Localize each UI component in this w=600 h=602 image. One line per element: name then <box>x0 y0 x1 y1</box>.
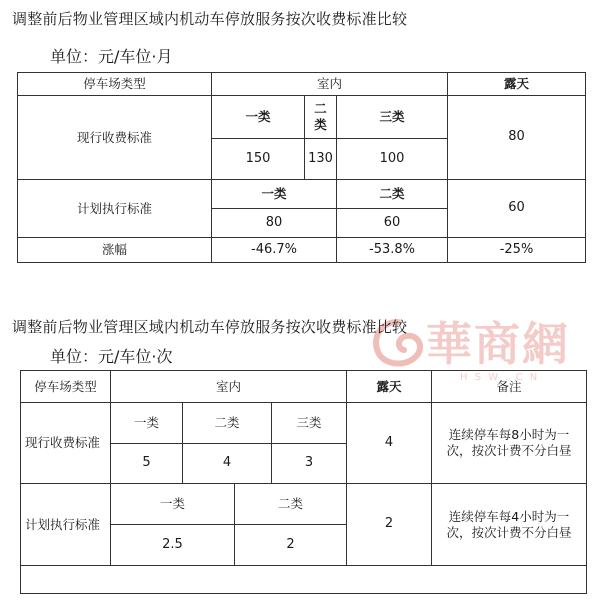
class-2: 二类 <box>305 96 337 139</box>
change-outdoor: -25% <box>448 238 586 263</box>
t2-current-value-class-1: 5 <box>111 444 183 484</box>
t2-class-1: 一类 <box>111 403 183 444</box>
t2-empty-footer-row <box>21 566 587 594</box>
t2-current-note: 连续停车每8小时为一次，按次计费不分白昼 <box>432 403 587 484</box>
planned-value-class-2: 60 <box>337 209 448 238</box>
t2-header-note: 备注 <box>432 371 587 403</box>
change-class-2: -53.8% <box>337 238 448 263</box>
t2-planned-class-1: 一类 <box>111 484 235 525</box>
fee-table-monthly <box>17 72 586 263</box>
planned-value-class-1: 80 <box>212 209 337 238</box>
fee-table-per-visit <box>20 370 587 594</box>
change-class-1: -46.7% <box>212 238 337 263</box>
header-parking-type: 停车场类型 <box>18 73 212 96</box>
t2-header-outdoor: 露天 <box>347 371 432 403</box>
row-label-planned: 计划执行标准 <box>18 180 212 238</box>
planned-outdoor-value: 60 <box>448 180 586 238</box>
t2-planned-outdoor-value: 2 <box>347 484 432 566</box>
table1-title: 调整前后物业管理区域内机动车停放服务按次收费标准比较 <box>12 10 408 28</box>
t2-header-parking-type: 停车场类型 <box>21 371 111 403</box>
header-indoor: 室内 <box>212 73 448 96</box>
t2-row-label-current: 现行收费标准 <box>21 403 111 484</box>
planned-class-1: 一类 <box>212 180 337 209</box>
class-1: 一类 <box>212 96 305 139</box>
header-outdoor: 露天 <box>448 73 586 96</box>
t2-class-2: 二类 <box>183 403 272 444</box>
watermark-brand: 華商網 <box>426 317 570 371</box>
current-value-class-1: 150 <box>212 139 305 180</box>
row-label-change: 涨幅 <box>18 238 212 263</box>
t2-current-value-class-3: 3 <box>272 444 347 484</box>
t2-planned-value-class-2: 2 <box>235 525 347 566</box>
t2-planned-note: 连续停车每4小时为一次，按次计费不分白昼 <box>432 484 587 566</box>
t2-planned-value-class-1: 2.5 <box>111 525 235 566</box>
t2-row-label-planned: 计划执行标准 <box>21 484 111 566</box>
table2-unit: 单位：元/车位·次 <box>50 347 173 366</box>
t2-current-outdoor-value: 4 <box>347 403 432 484</box>
planned-class-2: 二类 <box>337 180 448 209</box>
t2-current-value-class-2: 4 <box>183 444 272 484</box>
t2-header-indoor: 室内 <box>111 371 347 403</box>
t2-class-3: 三类 <box>272 403 347 444</box>
current-outdoor-value: 80 <box>448 96 586 180</box>
current-value-class-2: 130 <box>305 139 337 180</box>
table1-unit: 单位：元/车位·月 <box>50 47 173 66</box>
current-value-class-3: 100 <box>337 139 448 180</box>
row-label-current: 现行收费标准 <box>18 96 212 180</box>
table2-title: 调整前后物业管理区域内机动车停放服务按次收费标准比较 <box>12 318 408 336</box>
t2-planned-class-2: 二类 <box>235 484 347 525</box>
class-3: 三类 <box>337 96 448 139</box>
watermark-url: H S W . C N <box>460 372 540 383</box>
